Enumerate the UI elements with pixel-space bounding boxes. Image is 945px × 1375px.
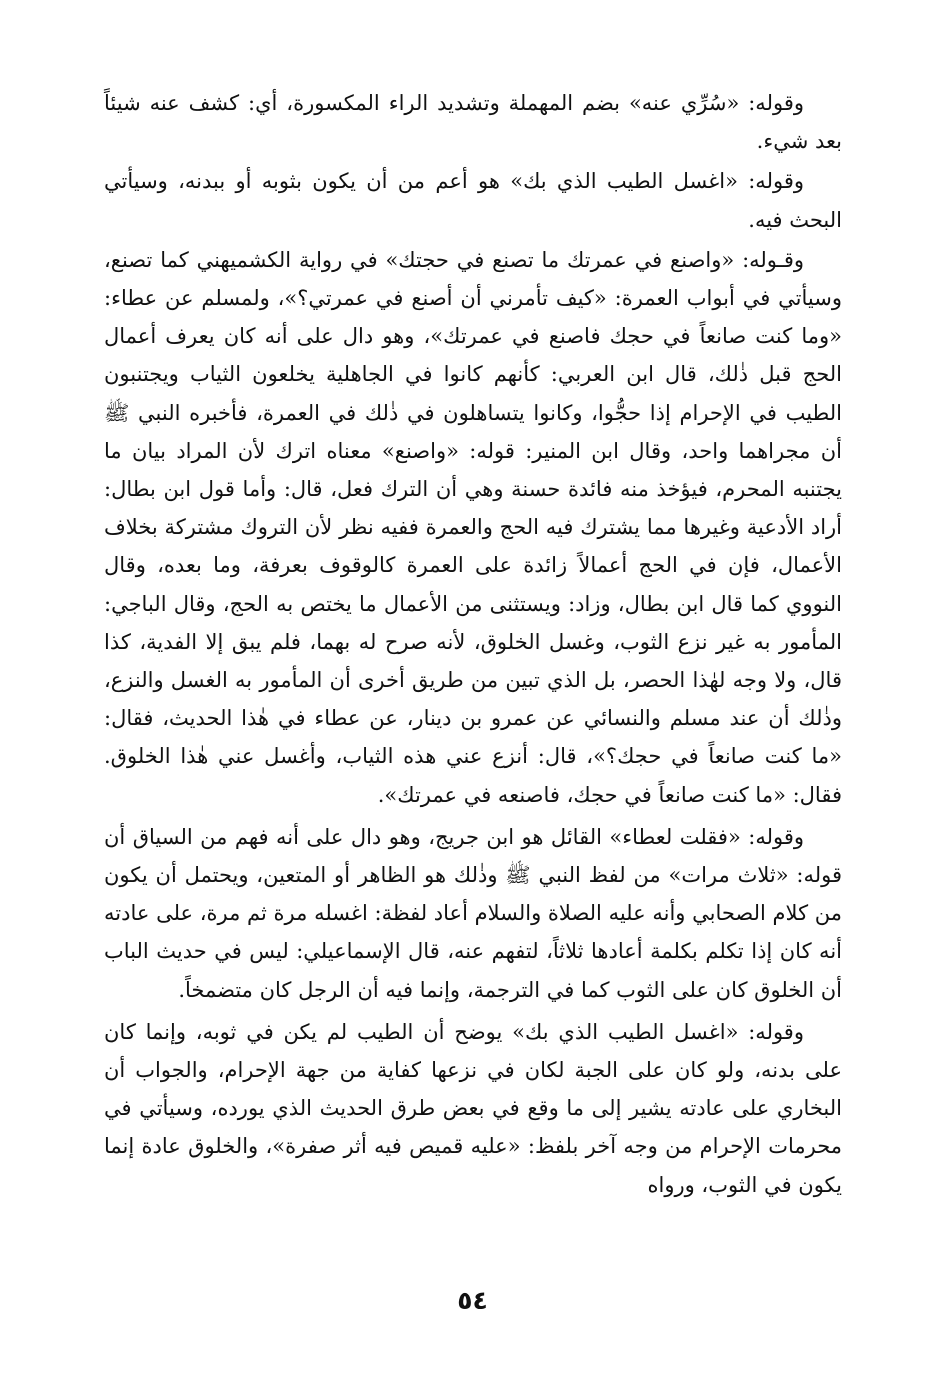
- paragraph-5: وقوله: «اغسل الطيب الذي بك» يوضح أن الطيب لم يكن في ثوبه، وإنما كان على بدنه، ولو كان على الجبة لكان في نزعها كفاية من جهة الإحرام، والجواب أن البخاري على عادته يشير إلى ما وقع في بعض طرق الحديث الذي يورده، وسيأتي في محرمات الإحرام من وجه آخر بلفظ: «عليه قميص فيه أثر صفرة»، والخلوق عادة إنما يكون في الثوب، ورواه: [104, 1019, 842, 1197]
- paragraph-3: وقـوله: «واصنع في عمرتك ما تصنع في حجتك» في رواية الكشميهني كما تصنع، وسيأتي في أبواب العمرة: «كيف تأمرني أن أصنع في عمرتي؟»، ولمسلم عن عطاء: «وما كنت صانعاً في حجك فاصنع في عمرتك»، وهو دال على أنه كان يعرف أعمال الحج قبل ذٰلك، قال ابن العربي: كأنهم كانوا في الجاهلية يخلعون الثياب ويجتنبون الطيب في الإحرام إذا حجُّوا، وكانوا يتساهلون في ذٰلك في العمرة، فأخبره النبي ﷺ أن مجراهما واحد، وقال ابن المنير: قوله: «واصنع» معناه اترك لأن المراد بيان ما يجتنبه المحرم، فيؤخذ منه فائدة حسنة وهي أن الترك فعل، قال: وأما قول ابن بطال: أراد الأدعية وغيرها مما يشترك فيه الحج والعمرة ففيه نظر لأن التروك مشتركة بخلاف الأعمال، فإن في الحج أعمالاً زائدة على العمرة كالوقوف بعرفة، وما بعده، وقال النووي كما قال ابن بطال، وزاد: ويستثنى من الأعمال ما يختص به الحج، وقال الباجي: المأمور به غير نزع الثوب، وغسل الخلوق، لأنه صرح له بهما، فلم يبق إلا الفدية، كذا قال، ولا وجه لهٰذا الحصر، بل الذي تبين من طريق أخرى أن المأمور به الغسل والنزع، وذٰلك أن عند مسلم والنسائي عن عمرو بن دينار، عن عطاء في هٰذا الحديث، فقال: «ما كنت صانعاً في حجك؟»، قال: أنزع عني هذه الثياب، وأغسل عني هٰذا الخلوق. فقال: «ما كنت صانعاً في حجك، فاصنعه في عمرتك».: [104, 247, 842, 807]
- paragraph-2: وقوله: «اغسل الطيب الذي بك» هو أعم من أن يكون بثوبه أو ببدنه، وسيأتي البحث فيه.: [104, 169, 842, 232]
- body-text: [104, 84, 842, 1208]
- paragraph-4: وقوله: «فقلت لعطاء» القائل هو ابن جريج، وهو دال على أنه فهم من السياق أن قوله: «ثلاث مرات» من لفظ النبي ﷺ وذٰلك هو الظاهر أو المتعين، ويحتمل أن يكون من كلام الصحابي وأنه عليه الصلاة والسلام أعاد لفظة: اغسله مرة ثم مرة، على عادته أنه كان إذا تكلم بكلمة أعادها ثلاثاً، لتفهم عنه، قال الإسماعيلي: ليس في حديث الباب أن الخلوق كان على الثوب كما في الترجمة، وإنما فيه أن الرجل كان متضمخاً.: [104, 824, 842, 1002]
- page-number: ٥٤: [457, 1286, 488, 1315]
- paragraph-1: وقوله: «سُرِّي عنه» بضم المهملة وتشديد الراء المكسورة، أي: كشف عنه شيئاً بعد شيء.: [104, 91, 842, 154]
